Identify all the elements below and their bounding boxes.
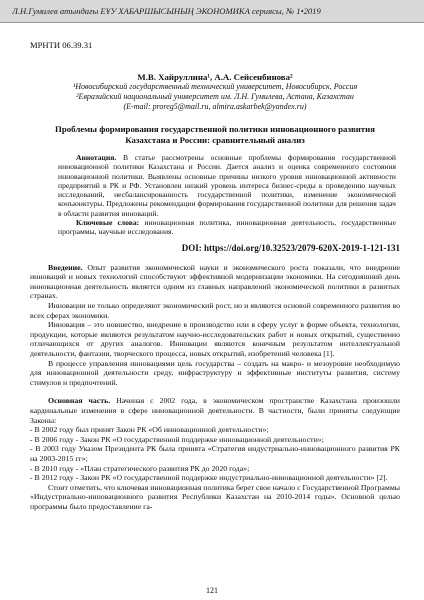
authors: М.В. Хайруллина¹, А.А. Сейсенбинова²: [137, 72, 293, 82]
abstract-paragraph: [58, 153, 396, 218]
main-paragraph: [30, 396, 400, 425]
running-header: [0, 0, 424, 23]
article-content: [30, 40, 400, 512]
article-title: Проблемы формирования государственной политики инновационного развития Казахстана и России: сравнительный анализ: [55, 124, 375, 145]
intro-paragraph-2: Инновации не только определяют экономический рост, но и являются основой современного развития во всех сферах экономики.: [30, 301, 400, 320]
udc-code: МРНТИ 06.39.31: [30, 40, 93, 50]
main-paragraph-2: Стоит отметить, что ключевая инновационная политика берет свое начало с Государственной Программы «Индустриально-инновационного развития Республики Казахстан на 2010-2014 годы». Основной целью программы было предоставление га-: [30, 482, 400, 511]
article-body: [30, 263, 400, 512]
law-list-item: - В 2012 году - Закон РК «О государственной поддержке индустриально-инновационной деятельности» [2].: [30, 473, 388, 483]
doi-link[interactable]: DOI: https://doi.org/10.32523/2079-620X-2019-1-121-131: [181, 242, 400, 253]
intro-paragraph-3: Инновация – это новшество, внедрение в производство или в сферу услуг в форме объекта, технологии, продукции, которые являются результатом научно-исследовательских работ и новых открытий, существенно отличающихся от других аналогов. Инновации являются конечным результатом интеллектуальной деятельности, фантазии, творческого процесса, новых открытий, изобретений человека [1].: [30, 320, 400, 359]
law-list-item: - В 2002 году был принят Закон РК «Об инновационной деятельности»;: [30, 425, 269, 435]
intro-paragraph-4: В процессе управления инновациями цель государства – создать на макро- и мезоуровне необходимую для инновационной деятельности среду, инфраструктуру и эффективные институты развития, систему стимулов и предпочтений.: [30, 358, 400, 387]
abstract-label: Аннотация.: [76, 153, 117, 162]
intro-paragraph: [30, 263, 400, 301]
author-emails: (E-mail: proreg5@mail.ru, almira.askarbek@yandex.ru): [123, 102, 307, 111]
running-header-text: Л.Н.Гумилев атындағы ЕҰУ ХАБАРШЫСЫНЫҢ ЭКОНОМИКА сериясы, № 1•2019: [12, 6, 321, 16]
law-list-item: - В 2003 году Указом Президента РК была принята «Стратегия индустриально-инновационного развития РК на 2003-2015 гг»;: [30, 444, 400, 463]
abstract: [58, 153, 396, 237]
abstract-text: В статье рассмотрены основные проблемы формирования государственной инновационной политики Казахстана и России. Дается анализ и оценка современного состояния инновационной политики. Выявлены основные причины низкого уровня инновационной активности предприятий в РК и РФ. Установлен низкий уровень интереса бизнес-среды к проведению научных исследований, несбалансированность государственной политики, изменение экономической конъюнктуры. Предложены рекомендации формирования государственной политики для решения задач в области развития инноваций.: [58, 153, 396, 218]
law-list-item: - В 2006 году - Закон РК «О государственной поддержке инновационной деятельности»;: [30, 434, 324, 444]
affiliation-2: ²Евразийский национальный университет им. Л.Н. Гумилева, Астана, Казахстан: [76, 92, 354, 101]
main-heading: Основная часть.: [48, 396, 111, 406]
keywords-paragraph: [58, 218, 396, 237]
page-number: 121: [206, 586, 218, 595]
law-list-item: - В 2010 году - «План стратегического развития РК до 2020 года»;: [30, 463, 250, 473]
keywords-label: Ключевые слова:: [76, 218, 140, 228]
intro-heading: Введение.: [48, 262, 83, 272]
keywords-text: инновационная политика, инновационная деятельность, государственные программы, научные исследования.: [58, 218, 396, 237]
affiliation-1: ¹Новосибирский государственный технический университет, Новосибирск, Россия: [72, 82, 358, 91]
intro-text: Опыт развития экономической науки и экономического роста показали, что внедрение инноваций и новых технологий способствуют эффективной модернизации экономики. На сегодняшний день инновационная деятельность является одним из главных направлений экономической политики в развитых странах.: [30, 262, 400, 301]
main-text: Начиная с 2002 года, в экономическом пространстве Казахстана произошли кардинальные изменения в сфере инновационной деятельности. В частности, были приняты следующие Законы:: [30, 396, 400, 425]
